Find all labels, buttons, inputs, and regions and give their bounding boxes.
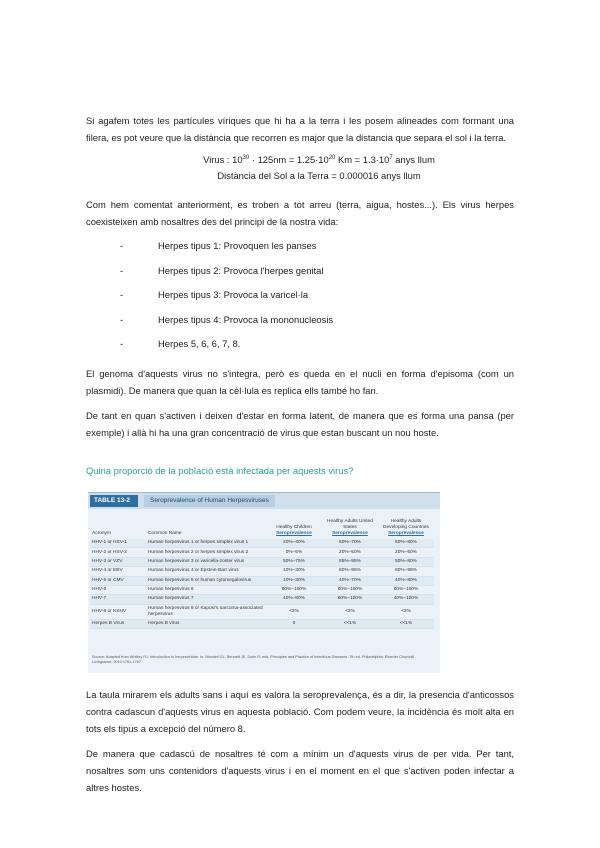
table-row [90, 567, 434, 576]
cell-acronym: HHV-3 or VZV [90, 557, 146, 566]
document-page-top [86, 112, 514, 476]
cell-acronym: HHV-5 or CMV [90, 576, 146, 585]
table-row [90, 604, 434, 619]
cell-children: 0 [266, 620, 322, 629]
col-adults-developing: Healthy Adults Developing Countries Seroprevalence [383, 519, 429, 536]
cell-children: <3% [266, 604, 322, 619]
list-item-text: Herpes tipus 3: Provoca la varicel·la [158, 289, 309, 300]
list-item-text: Herpes tipus 4: Provoca la mononucleosis [158, 313, 334, 325]
cell-acronym: HHV-1 or HSV-1 [90, 539, 146, 548]
cell-us: 40%–70% [322, 576, 378, 585]
cell-us: 85%–95% [322, 557, 378, 566]
paragraph-herpes-intro: Com hem comentat anteriorment, es troben a tot arreu (terra, aigua, hostes...). Els virus herpes coexisteixen amb nosaltres des del principi de la nostra vida: [86, 199, 514, 227]
table-row [90, 539, 434, 548]
table-row [90, 548, 434, 557]
cell-us: 60%–100% [322, 595, 378, 604]
cell-name: Human herpesvirus 1 or herpes simplex virus 1 [146, 539, 266, 548]
cell-dev: <<1% [378, 620, 434, 629]
table-title: Seroprevalence of Human Herpesviruses [144, 495, 275, 507]
table-source-note: Source: Adapted from Whitley RJ. Introduction to herpesviridae. In: Mandell GL, Bennett JE, Dolin R, eds. Principles and Practice of Infectious Diseases. 7th ed. Philadelphia: Elsevier Churchill Livingstone; 2010:1761-1767. [92, 655, 415, 664]
cell-acronym: HHV-2 or HSV-2 [90, 548, 146, 557]
cell-children: 20%–40% [266, 539, 322, 548]
list-dash: - [120, 338, 124, 349]
cell-name: Human herpesvirus 8 or Kaposi's sarcoma-associated herpesvirus [146, 604, 266, 619]
cell-dev: <3% [378, 604, 434, 619]
cell-acronym: HHV-4 or EBV [90, 567, 146, 576]
list-item-text: Herpes 5, 6, 6, 7, 8. [158, 338, 241, 349]
cell-children: 50%–75% [266, 557, 322, 566]
paragraph-viral-particles: Si agafem totes les partícules víriques que hi ha a la terra i les posem alineades com formant una filera, es pot veure que la distància que recorren es major que la distancia que separa el sol i la terra. [86, 115, 514, 143]
cell-name: Human herpesvirus 5 or human cytomegalovirus [146, 576, 266, 585]
herpes-types-list [86, 240, 514, 363]
seroprevalence-table-figure [88, 492, 440, 673]
formula-exponent: 7 [389, 155, 393, 161]
formula-line-1 [124, 152, 514, 168]
col-acronym: Acronym [92, 531, 111, 536]
cell-dev: 40%–80% [378, 576, 434, 585]
table-row [90, 585, 434, 594]
formula-part: Virus : 10 [203, 154, 243, 165]
cell-children: 40%–80% [266, 595, 322, 604]
cell-children: 10%–30% [266, 567, 322, 576]
cell-dev: 60%–100% [378, 585, 434, 594]
table-row [90, 576, 434, 585]
cell-us: 60%–100% [322, 585, 378, 594]
list-item [86, 314, 514, 339]
list-dash: - [120, 240, 124, 251]
col-adults-us: Healthy Adults United States Seroprevalence [327, 519, 373, 536]
list-dash: - [120, 264, 124, 276]
table-row [90, 620, 434, 629]
section-heading: Quina proporció de la població està infectada per aquests virus? [86, 464, 354, 476]
cell-dev: 40%–100% [378, 595, 434, 604]
cell-dev: 50%–80% [378, 557, 434, 566]
formula-block [124, 152, 514, 184]
col-children: Healthy Children Seroprevalence [276, 525, 312, 536]
cell-name: Human herpesvirus 3 or varicella-zoster virus [146, 557, 266, 566]
cell-us: <3% [322, 604, 378, 619]
list-dash: - [120, 313, 124, 325]
cell-children: 10%–30% [266, 576, 322, 585]
cell-us: 80%–95% [322, 567, 378, 576]
cell-acronym: HHV-6 [90, 585, 146, 594]
cell-us: 20%–50% [322, 548, 378, 557]
cell-acronym: HHV-8 or KSHV [90, 604, 146, 619]
document-page-bottom [86, 686, 514, 796]
cell-children: 0%–5% [266, 548, 322, 557]
cell-us: 50%–70% [322, 539, 378, 548]
cell-dev: 50%–80% [378, 539, 434, 548]
table-label: TABLE 13-2 [90, 495, 138, 507]
cell-acronym: HHV-7 [90, 595, 146, 604]
cell-name: Herpes B virus [146, 620, 266, 629]
list-item-text: Herpes tipus 1: Provoquen les panses [158, 240, 317, 251]
list-item [86, 265, 514, 290]
cell-acronym: Herpes B Virus [90, 620, 146, 629]
list-item-text: Herpes tipus 2: Provoca l'herpes genital [158, 264, 324, 276]
table-row [90, 595, 434, 604]
paragraph-seroprevalence: La taula mirarem els adults sans i aquí es valora la seroprevalença, és a dir, la presencia d'anticossos contra cadascun d'aquests virus en aquesta població. Com podem veure, la incidència és molt alta en tots els tipus a excepció del número 8. [86, 689, 514, 734]
list-item [86, 240, 514, 265]
seroprevalence-table [90, 519, 434, 629]
cell-name: Human herpesvirus 6 [146, 585, 266, 594]
formula-part: Km = 1.3·10 [335, 154, 390, 165]
cell-name: Human herpesvirus 4 or Epstein-Barr virus [146, 567, 266, 576]
list-item [86, 338, 514, 363]
table-header-row [90, 519, 434, 539]
list-dash: - [120, 289, 124, 300]
cell-name: Human herpesvirus 2 or herpes simplex virus 2 [146, 548, 266, 557]
paragraph-activation: De tant en quan s'activen i deixen d'estar en forma latent, de manera que es forma una pansa (per exemple) i allà hi ha una gran concentració de virus que estan buscant un nou hoste. [86, 409, 514, 438]
cell-children: 80%–100% [266, 585, 322, 594]
table-row [90, 557, 434, 566]
formula-exponent: 20 [328, 155, 336, 161]
formula-exponent: 30 [242, 155, 250, 161]
col-common-name: Common Name [147, 531, 182, 536]
cell-dev: 90%–95% [378, 567, 434, 576]
formula-part: · 125nm = 1.25·10 [249, 154, 329, 165]
paragraph-genome: El genoma d'aquests virus no s'integra, però es queda en el nucli en forma d'episoma (com un plasmidi). De manera que quan la cèl·lula es replica ells també ho fan. [86, 367, 514, 396]
formula-line-2: Distància del Sol a la Terra = 0.000016 anys llum [217, 170, 421, 181]
cell-dev: 20%–50% [378, 548, 434, 557]
list-item [86, 289, 514, 314]
cell-us: <<1% [322, 620, 378, 629]
paragraph-conclusion: De manera que cadascú de nosaltres té com a mínim un d'aquests virus de per vida. Per tant, nosaltres som uns contenidors d'aquests virus i en el moment en el que s'activen poden infectar a altres hostes. [86, 748, 514, 793]
formula-part: anys llum [392, 154, 435, 165]
cell-name: Human herpesvirus 7 [146, 595, 266, 604]
